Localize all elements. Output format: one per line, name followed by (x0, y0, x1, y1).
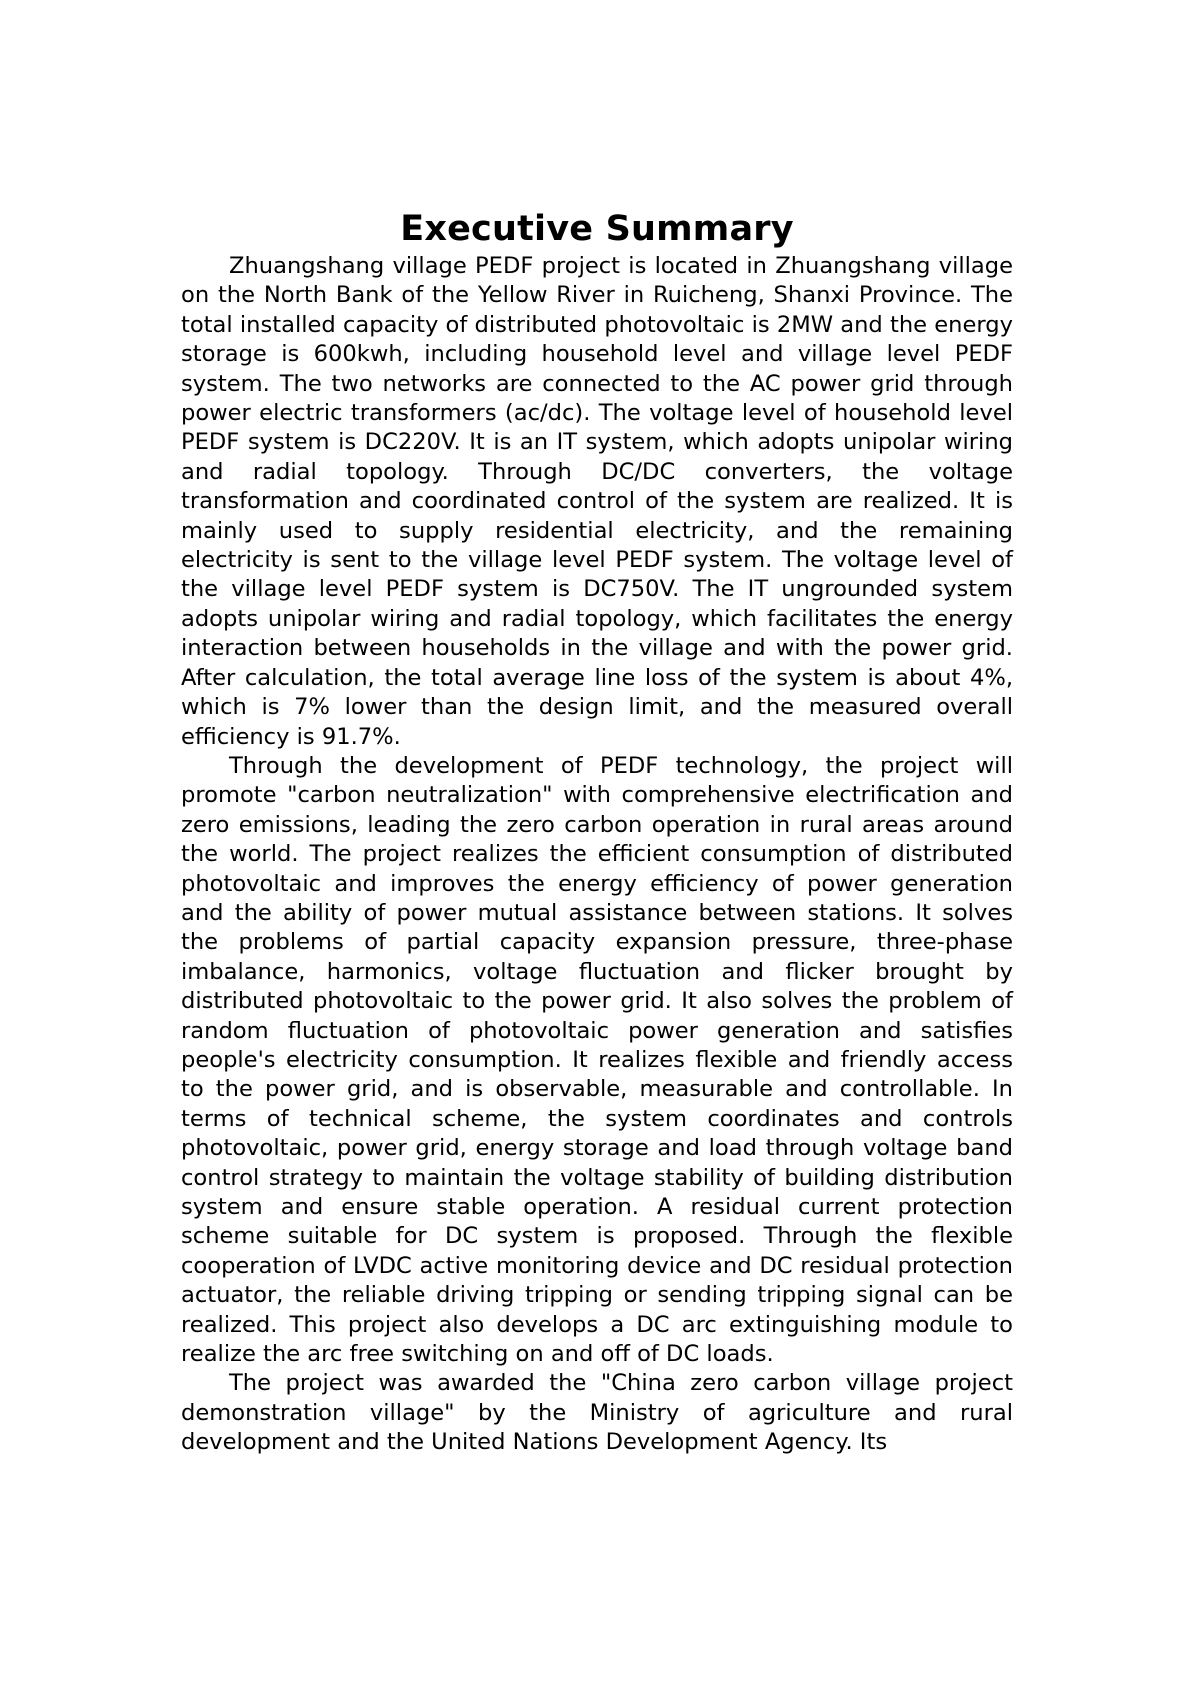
paragraph-project-overview: Zhuangshang village PEDF project is located in Zhuangshang village on the North Bank of the Yellow River in Ruicheng, Shanxi Province. The total installed capacity of distributed photovoltaic is 2MW and the energy storage is 600kwh, including household level and village level PEDF system. The two networks are connected to the AC power grid through power electric transformers (ac/dc). The voltage level of household level PEDF system is DC220V. It is an IT system, which adopts unipolar wiring and radial topology. Through DC/DC converters, the voltage transformation and coordinated control of the system are realized. It is mainly used to supply residential electricity, and the remaining electricity is sent to the village level PEDF system. The voltage level of the village level PEDF system is DC750V. The IT ungrounded system adopts unipolar wiring and radial topology, which facilitates the energy interaction between households in the village and with the power grid. After calculation, the total average line loss of the system is about 4%, which is 7% lower than the design limit, and the measured overall efficiency is 91.7%. (181, 253, 1013, 750)
page-title: Executive Summary (400, 209, 794, 249)
paragraph-award: The project was awarded the "China zero carbon village project demonstration village" by the Ministry of agriculture and rural development and the United Nations Development Agency. Its (181, 1370, 1013, 1456)
document-body (181, 206, 1013, 1458)
paragraph-technology-benefits: Through the development of PEDF technology, the project will promote "carbon neutralization" with comprehensive electrification and zero emissions, leading the zero carbon operation in rural areas around the world. The project realizes the efficient consumption of distributed photovoltaic and improves the energy efficiency of power generation and the ability of power mutual assistance between stations. It solves the problems of partial capacity expansion pressure, three-phase imbalance, harmonics, voltage fluctuation and flicker brought by distributed photovoltaic to the power grid. It also solves the problem of random fluctuation of photovoltaic power generation and satisfies people's electricity consumption. It realizes flexible and friendly access to the power grid, and is observable, measurable and controllable. In terms of technical scheme, the system coordinates and controls photovoltaic, power grid, energy storage and load through voltage band control strategy to maintain the voltage stability of building distribution system and ensure stable operation. A residual current protection scheme suitable for DC system is proposed. Through the flexible cooperation of LVDC active monitoring device and DC residual protection actuator, the reliable driving tripping or sending tripping signal can be realized. This project also develops a DC arc extinguishing module to realize the arc free switching on and off of DC loads. (181, 752, 1013, 1368)
